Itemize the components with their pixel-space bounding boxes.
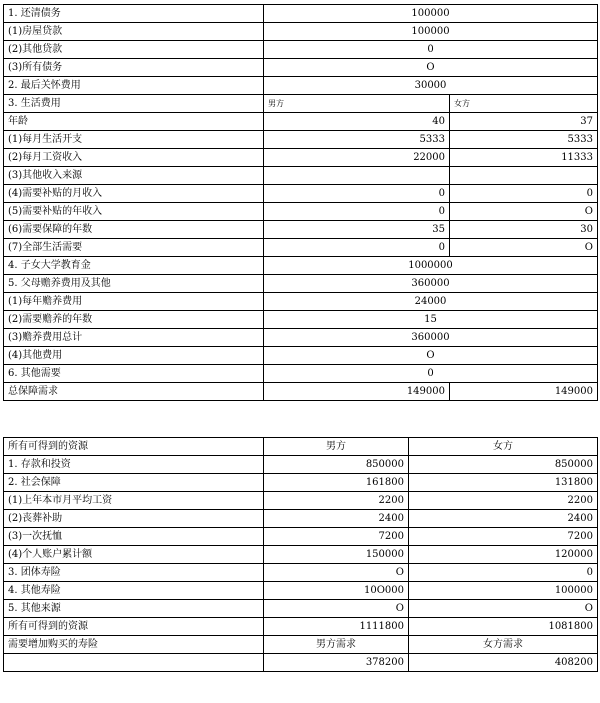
- row-label: 5. 父母赡养费用及其他: [4, 275, 264, 293]
- row-label: (2)丧葬补助: [4, 510, 264, 528]
- column-header-male: 男方: [264, 438, 409, 456]
- female-value: 2200: [409, 492, 598, 510]
- female-value: 149000: [450, 383, 598, 401]
- male-value: 40: [264, 113, 450, 131]
- female-value: 850000: [409, 456, 598, 474]
- table-row: [4, 77, 598, 95]
- table-row: [4, 293, 598, 311]
- row-label: [4, 654, 264, 672]
- row-label: 3. 团体寿险: [4, 564, 264, 582]
- row-label: (4)其他费用: [4, 347, 264, 365]
- male-value: 22000: [264, 149, 450, 167]
- table-row: [4, 456, 598, 474]
- row-label: 总保障需求: [4, 383, 264, 401]
- row-value: 0: [264, 365, 598, 383]
- insurance-needs-table: [3, 4, 598, 401]
- table-row: [4, 492, 598, 510]
- male-value: 150000: [264, 546, 409, 564]
- row-label: 3. 生活费用: [4, 95, 264, 113]
- row-label: 5. 其他来源: [4, 600, 264, 618]
- female-value: 30: [450, 221, 598, 239]
- row-value: 30000: [264, 77, 598, 95]
- table-row: [4, 311, 598, 329]
- row-value: 100000: [264, 5, 598, 23]
- table-row: [4, 59, 598, 77]
- table-row: [4, 365, 598, 383]
- male-value: 378200: [264, 654, 409, 672]
- column-header-female: 女方: [450, 95, 598, 113]
- row-label: (3)其他收入来源: [4, 167, 264, 185]
- male-value: 149000: [264, 383, 450, 401]
- male-value: 2400: [264, 510, 409, 528]
- female-value: 7200: [409, 528, 598, 546]
- row-label: 4. 其他寿险: [4, 582, 264, 600]
- row-label: 所有可得到的资源: [4, 438, 264, 456]
- female-value: 131800: [409, 474, 598, 492]
- row-label: (1)上年本市月平均工资: [4, 492, 264, 510]
- row-label: 4. 子女大学教育金: [4, 257, 264, 275]
- female-value: 0: [409, 564, 598, 582]
- table-row: [4, 618, 598, 636]
- row-label: (1)每年赡养费用: [4, 293, 264, 311]
- row-label: (4)个人账户累计额: [4, 546, 264, 564]
- table-row: [4, 564, 598, 582]
- row-label: (2)需要赡养的年数: [4, 311, 264, 329]
- row-label: 1. 还清债务: [4, 5, 264, 23]
- male-value: 5333: [264, 131, 450, 149]
- table-row: [4, 203, 598, 221]
- row-value: 15: [264, 311, 598, 329]
- row-value: 360000: [264, 329, 598, 347]
- column-header-female: 女方需求: [409, 636, 598, 654]
- table-row: [4, 438, 598, 456]
- table-row: [4, 329, 598, 347]
- male-value: O: [264, 564, 409, 582]
- male-value: 7200: [264, 528, 409, 546]
- table-row: [4, 510, 598, 528]
- row-value: 1000000: [264, 257, 598, 275]
- column-header-female: 女方: [409, 438, 598, 456]
- female-value: O: [409, 600, 598, 618]
- female-value: O: [450, 239, 598, 257]
- row-label: 2. 最后关怀费用: [4, 77, 264, 95]
- row-label: 6. 其他需要: [4, 365, 264, 383]
- male-value: [264, 167, 450, 185]
- female-value: 5333: [450, 131, 598, 149]
- female-value: 1081800: [409, 618, 598, 636]
- male-value: 10O000: [264, 582, 409, 600]
- male-value: 0: [264, 203, 450, 221]
- table-row: [4, 221, 598, 239]
- table-row: [4, 5, 598, 23]
- table-row: [4, 654, 598, 672]
- table-row: [4, 383, 598, 401]
- row-value: O: [264, 347, 598, 365]
- row-label: (6)需要保障的年数: [4, 221, 264, 239]
- table-row: [4, 528, 598, 546]
- row-label: (3)一次抚恤: [4, 528, 264, 546]
- row-value: O: [264, 59, 598, 77]
- table-row: [4, 41, 598, 59]
- female-value: O: [450, 203, 598, 221]
- row-label: 需要增加购买的寿险: [4, 636, 264, 654]
- table-row: [4, 23, 598, 41]
- row-value: 0: [264, 41, 598, 59]
- row-label: (3)所有债务: [4, 59, 264, 77]
- table-row: [4, 636, 598, 654]
- female-value: 11333: [450, 149, 598, 167]
- row-value: 360000: [264, 275, 598, 293]
- table-row: [4, 546, 598, 564]
- row-label: 所有可得到的资源: [4, 618, 264, 636]
- table-row: [4, 113, 598, 131]
- row-label: (7)全部生活需要: [4, 239, 264, 257]
- female-value: 408200: [409, 654, 598, 672]
- male-value: 35: [264, 221, 450, 239]
- row-label: (3)赡养费用总计: [4, 329, 264, 347]
- table-row: [4, 275, 598, 293]
- row-label: 2. 社会保障: [4, 474, 264, 492]
- table-row: [4, 582, 598, 600]
- table-row: [4, 131, 598, 149]
- female-value: 2400: [409, 510, 598, 528]
- male-value: 161800: [264, 474, 409, 492]
- row-value: 24000: [264, 293, 598, 311]
- row-label: (1)每月生活开支: [4, 131, 264, 149]
- row-label: (2)每月工资收入: [4, 149, 264, 167]
- table-row: [4, 347, 598, 365]
- table-row: [4, 149, 598, 167]
- table-row: [4, 239, 598, 257]
- row-label: 1. 存款和投资: [4, 456, 264, 474]
- female-value: [450, 167, 598, 185]
- table-row: [4, 185, 598, 203]
- female-value: 120000: [409, 546, 598, 564]
- row-label: (5)需要补贴的年收入: [4, 203, 264, 221]
- male-value: 850000: [264, 456, 409, 474]
- table-row: [4, 474, 598, 492]
- row-label: 年龄: [4, 113, 264, 131]
- table-row: [4, 167, 598, 185]
- female-value: 100000: [409, 582, 598, 600]
- male-value: 0: [264, 239, 450, 257]
- column-header-male: 男方: [264, 95, 450, 113]
- table-row: [4, 257, 598, 275]
- female-value: 37: [450, 113, 598, 131]
- row-label: (2)其他贷款: [4, 41, 264, 59]
- row-label: (4)需要补贴的月收入: [4, 185, 264, 203]
- available-resources-table: [3, 437, 598, 672]
- male-value: 2200: [264, 492, 409, 510]
- table-row: [4, 95, 598, 113]
- female-value: 0: [450, 185, 598, 203]
- row-label: (1)房屋贷款: [4, 23, 264, 41]
- male-value: O: [264, 600, 409, 618]
- male-value: 0: [264, 185, 450, 203]
- row-value: 100000: [264, 23, 598, 41]
- table-row: [4, 600, 598, 618]
- column-header-male: 男方需求: [264, 636, 409, 654]
- male-value: 1111800: [264, 618, 409, 636]
